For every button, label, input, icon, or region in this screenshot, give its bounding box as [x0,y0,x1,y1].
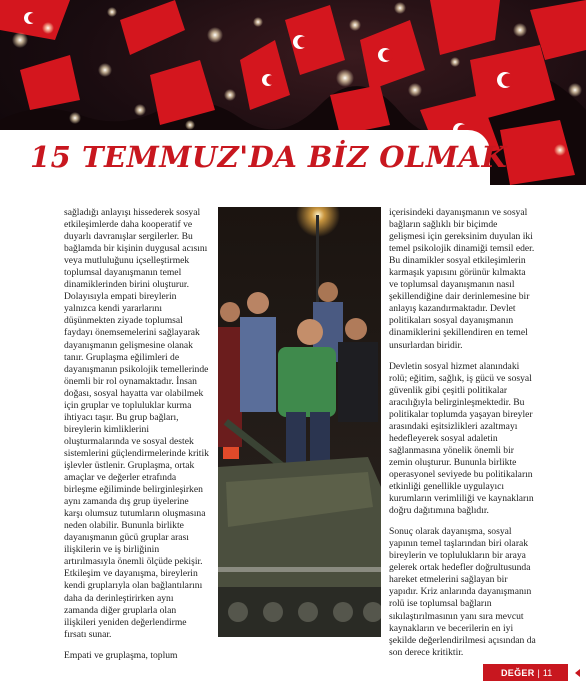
paragraph: sağladığı anlayışı hissederek sosyal etkileşimlerde daha kooperatif ve duyarlı davranışlar sergilerler. Bu bağlamda bir kişinin duygusal acısını veya mutluluğunu içselleştirmek toplumsal dayanışmanın temel dinamiklerinden birini oluşturur. Dolayısıyla empati bireylerin yalnızca kendi yararlarını düşünmekten ziyade toplumsal faydayı önemsemelerini sağlayarak dayanışmanın gelişmesine olanak tanır. Gruplaşma eğilimleri de dayanışmanın psikolojik temellerinde önemli bir rol oynamaktadır. İnsan doğası, sosyal hayatta var olabilmek için gruplar ve topluluklar kurma ihtiyacı taşır. Bu grup bağları, bireylerin kimliklerini oluşturmalarında ve sosyal destek sistemlerini güçlendirmelerinde kritik işlevler üstlenir. Gruplaşma, ortak amaçlar ve değerler etrafında birleşme eğiliminde belirginleşirken aynı zamanda dış grup üyelerine karşı olumsuz tutumların oluşmasına neden olabilir. Bununla birlikte dayanışmanın gücü gruplar arası ilişkilerin ve iş birliğinin artırılmasıyla önemli ölçüde pekişir. Etkileşim ve dayanışma, bireylerin kendi gruplarıyla olan bağlantılarını daha da derinleştirirken aynı zamanda diğer gruplarla olan ilişkileri yeniden değerlendirme fırsatı sunar. [64,207,209,640]
left-text-column [64,207,209,671]
footer-separator: | [537,667,540,678]
tank-scene-illustration [218,207,381,637]
paragraph: Devletin sosyal hizmet alanındaki rolü; eğitim, sağlık, iş gücü ve sosyal güvenlik gibi çeşitli politikalar aracılığıyla belirginleşmektedir. Bu politikalar toplumda yaşayan bireyler arasındaki eşitsizlikleri azaltmayı hedefleyerek sosyal adaletin sağlanmasına yönelik önemli bir zemin oluşturur. Bununla birlikte operasyonel seviyede bu politikaların etkinliği genellikle uygulayıcı kurumların verimliliği ve kaynakların doğru dağıtımına bağlıdır. [389,360,534,517]
tank-photo [218,207,381,637]
magazine-name: DEĞER [501,667,535,678]
article-title: 15 TEMMUZ'DA BİZ OLMAK [30,140,508,174]
page-number: 11 [542,667,553,678]
right-text-column [389,207,536,668]
page-footer [483,664,586,681]
paragraph: Empati ve gruplaşma, toplum [64,649,178,661]
paragraph: Sonuç olarak dayanışma, sosyal yapının temel taşlarından biri olarak bireylerin ve toplulukların bir araya gelerek ortak hedefler doğrultusunda hareket etmelerini sağlayan bir yapıdır. Kriz anlarında dayanışmanın rolü ise toplumsal bağların sıkılaştırılmasının yanı sıra mevcut kaynakların ve becerilerin en iyi şekilde değerlendirilmesi açısından da son derece kritiktir. [389,526,536,658]
paragraph: içerisindeki dayanışmanın ve sosyal bağların sağlıklı bir biçimde gelişmesi için gereksinim duyulan iki temel psikolojik dinamiği temsil eder. Bu dinamikler sosyal etkileşimlerin karmaşık yapısını görünür kılmakta ve toplumsal dayanışmanın nasıl şekillendiğine dair derinlemesine bir anlayış kazandırmaktadır. Devlet politikaları sosyal dayanışmanın dinamiklerini şekillendiren en temel unsurlardan biridir. [389,207,535,351]
triangle-left-icon[interactable] [568,664,586,681]
